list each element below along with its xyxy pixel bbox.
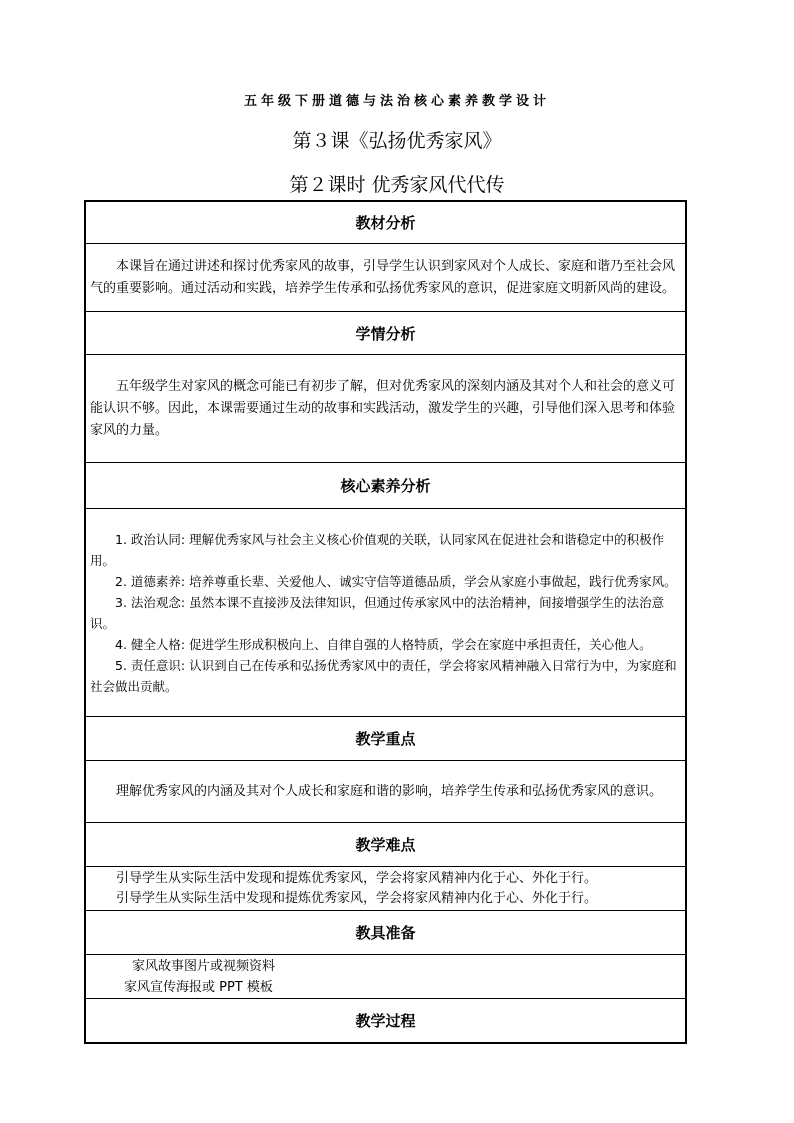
core-literacy-item: 1. 政治认同: 理解优秀家风与社会主义核心价值观的关联，认同家风在促进社会和谐稳定中的积极作用。 bbox=[90, 531, 665, 568]
teaching-process-heading: 教学过程 bbox=[355, 1012, 416, 1030]
document-title: 五年级下册道德与法治核心素养教学设计 bbox=[243, 94, 550, 109]
difficulties-heading: 教学难点 bbox=[86, 823, 685, 867]
core-literacy-item: 4. 健全人格: 促进学生形成积极向上、自律自强的人格特质，学会在家庭中承担责任，关心他人。 bbox=[115, 636, 652, 652]
difficulties-body bbox=[86, 867, 685, 911]
material-analysis-text: 本课旨在通过讲述和探讨优秀家风的故事，引导学生认识到家风对个人成长、家庭和谐乃至社会风气的重要影响。通过活动和实践，培养学生传承和弘扬优秀家风的意识，促进家庭文明新风尚的建设。 bbox=[90, 258, 676, 296]
core-literacy-item: 2. 道德素养: 培养尊重长辈、关爱他人、诚实守信等道德品质，学会从家庭小事做起，践行优秀家风。 bbox=[115, 573, 677, 589]
period-title: 第２课时 优秀家风代代传 bbox=[289, 174, 505, 196]
key-points-text: 理解优秀家风的内涵及其对个人成长和家庭和谐的影响，培养学生传承和弘扬优秀家风的意识。 bbox=[116, 783, 663, 799]
learner-analysis-heading: 学情分析 bbox=[86, 312, 685, 355]
difficulty-line: 引导学生从实际生活中发现和提炼优秀家风，学会将家风精神内化于心、外化于行。 bbox=[116, 870, 598, 886]
learner-analysis-body bbox=[86, 355, 685, 463]
materials-prep-heading: 教具准备 bbox=[86, 911, 685, 955]
materials-prep-line: 家风故事图片或视频资料 bbox=[132, 958, 276, 974]
materials-prep-line: 家风宣传海报或 PPT 模板 bbox=[124, 979, 273, 995]
core-literacy-body bbox=[86, 509, 685, 717]
materials-prep-body bbox=[86, 955, 685, 999]
difficulty-line: 引导学生从实际生活中发现和提炼优秀家风，学会将家风精神内化于心、外化于行。 bbox=[116, 890, 598, 906]
material-analysis-heading: 教材分析 bbox=[86, 202, 685, 244]
lesson-title: 第３课《弘扬优秀家风》 bbox=[292, 130, 502, 152]
lesson-plan-table bbox=[84, 200, 687, 1044]
material-analysis-body bbox=[86, 244, 685, 312]
core-literacy-heading: 核心素养分析 bbox=[86, 463, 685, 509]
key-points-heading: 教学重点 bbox=[86, 717, 685, 761]
core-literacy-item: 5. 责任意识: 认识到自己在传承和弘扬优秀家风中的责任，学会将家风精神融入日常行为中，为家庭和社会做出贡献。 bbox=[90, 657, 677, 694]
core-literacy-item: 3. 法治观念: 虽然本课不直接涉及法律知识，但通过传承家风中的法治精神，间接增强学生的法治意识。 bbox=[90, 594, 665, 631]
learner-analysis-text: 五年级学生对家风的概念可能已有初步了解，但对优秀家风的深刻内涵及其对个人和社会的意义可能认识不够。因此，本课需要通过生动的故事和实践活动，激发学生的兴趣，引导他们深入思考和体验家风的力量。 bbox=[90, 378, 676, 438]
key-points-body bbox=[86, 761, 685, 823]
